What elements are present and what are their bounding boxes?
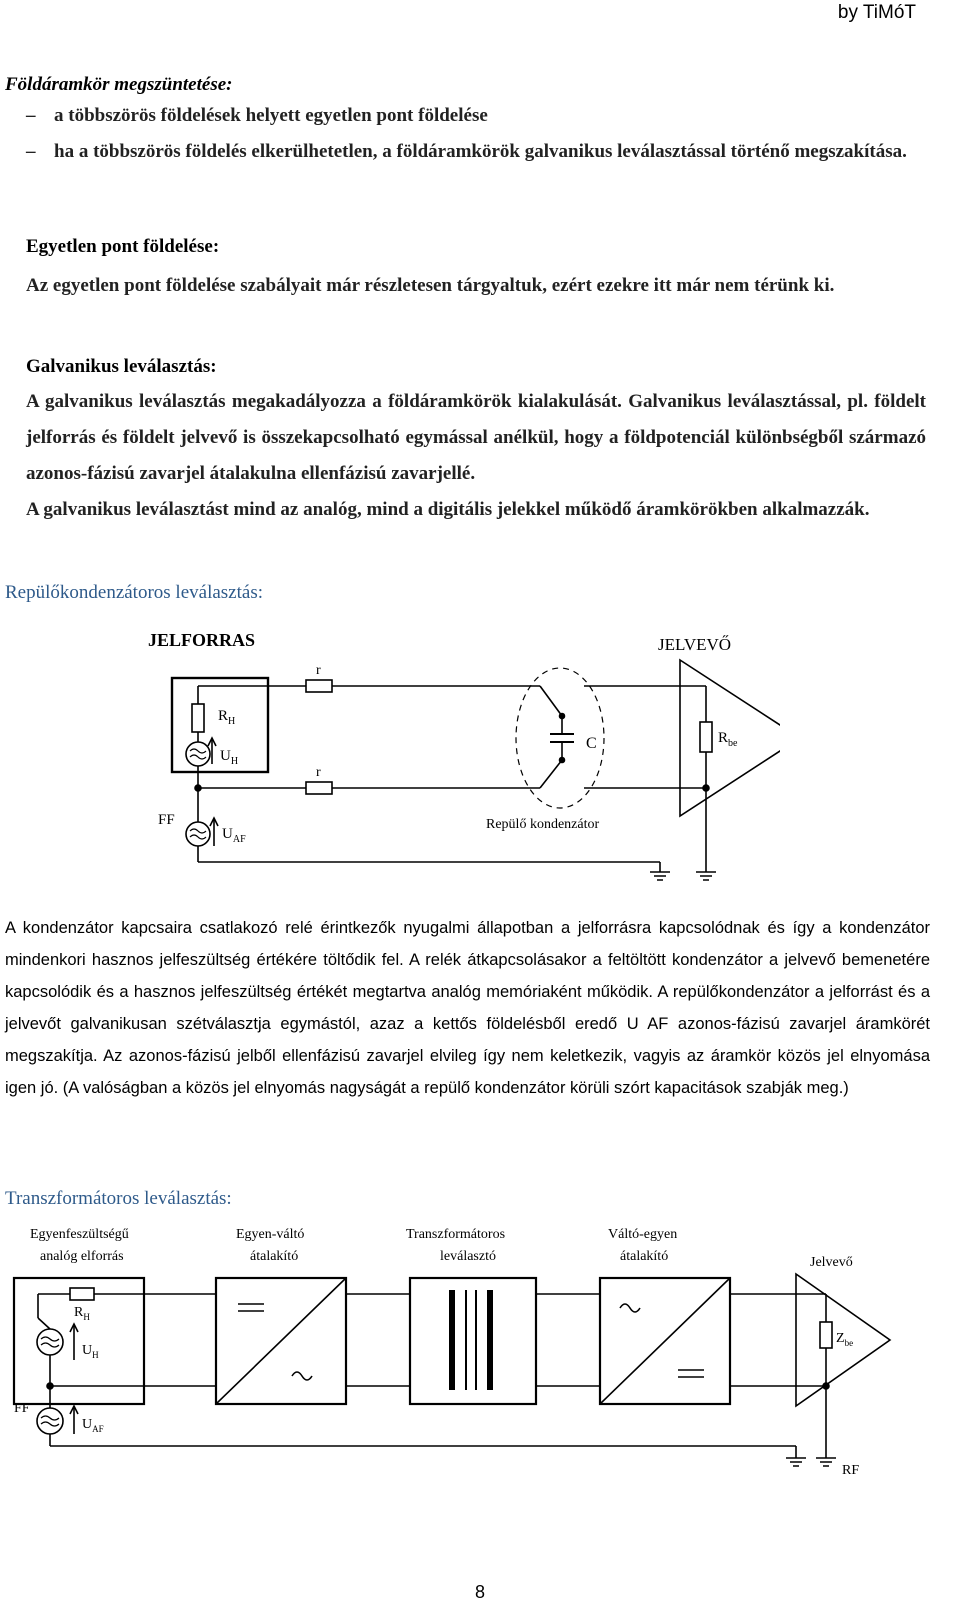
block-diagonal bbox=[216, 1278, 346, 1404]
resistor-rh bbox=[70, 1288, 94, 1300]
block-transformer bbox=[410, 1278, 536, 1404]
bullet-text: ha a többszörös földelés elkerülhetetlen, a földáramkörök galvanikus leválasztással történő megszakítása. bbox=[54, 141, 907, 162]
block1-label-1: Egyenfeszültségű bbox=[30, 1227, 129, 1242]
flying-cap-caption: Repülő kondenzátor bbox=[486, 817, 600, 832]
block2-label-1: Egyen-váltó bbox=[236, 1227, 305, 1242]
block-diagonal bbox=[600, 1278, 730, 1404]
resistor-rbe bbox=[700, 722, 712, 752]
galvanic-title: Galvanikus leválasztás: bbox=[26, 356, 217, 377]
impedance-zbe bbox=[820, 1322, 832, 1348]
block3-label-2: leválasztó bbox=[440, 1249, 496, 1264]
page-number: 8 bbox=[474, 1582, 485, 1602]
ground-symbol bbox=[696, 872, 716, 880]
ff-label: FF bbox=[14, 1401, 30, 1416]
dc-glyph bbox=[238, 1304, 264, 1311]
voltage-source-uh bbox=[37, 1329, 63, 1355]
section-title-ground-loop: Földáramkör megszüntetése: bbox=[5, 74, 233, 95]
wire bbox=[38, 1318, 50, 1329]
ac-glyph bbox=[41, 1337, 59, 1347]
flying-capacitor-diagram bbox=[140, 620, 780, 900]
bullet-item-single-point bbox=[26, 98, 934, 134]
single-point-title: Egyetlen pont földelése: bbox=[26, 236, 220, 257]
resistor-rh bbox=[192, 704, 204, 732]
resistor-r-top bbox=[306, 680, 332, 692]
voltage-source-uaf bbox=[37, 1408, 63, 1434]
rf-label: RF bbox=[842, 1463, 860, 1478]
receiver-label: JELVEVŐ bbox=[658, 635, 732, 654]
block2-label-2: átalakító bbox=[250, 1249, 299, 1264]
galvanic-text-1: A galvanikus leválasztás megakadályozza a földáramkörök kialakulását. Galvanikus leválasztással, pl. földelt jelforrás és földelt jelvevő is összekapcsolható egymással anélkül, hogy a földpotenciál különbségből származó azonos-fázisú zavarjel átalakulna ellenfázisú zavarjellé. bbox=[26, 391, 926, 484]
relay-switch-top bbox=[540, 686, 562, 716]
uh-label: $U_H$ bbox=[220, 748, 239, 767]
uh-label: $U_H$ bbox=[82, 1343, 99, 1360]
uaf-label: $U_{AF}$ bbox=[82, 1417, 104, 1434]
flying-cap-paragraph: A kondenzátor kapcsaira csatlakozó relé érintkezők nyugalmi állapotban a jelforrásra kapcsolódnak és így a kondenzátor mindenkori hasznos jelfeszültség értékére töltődik fel. A relék átkapcsolásakor a feltöltött kondenzátor a jelvevő bemenetére kapcsolódik és a hasznos jelfeszültség értékét megtartva analóg memóriaként működik. A repülőkondenzátor a jelforrást és a jelvevőt galvanikusan szétválasztja egymástól, azaz a kettős földelésből eredő U AF azonos-fázisú zavarjel áramkörét megszakítja. Az azonos-fázisú jelből ellenfázisú zavarjel elvileg így nem keletkezik, vagyis az áramkör közös jel elnyomása igen jó. (A valóságban a közös jel elnyomás nagyságát a repülő kondenzátor körüli szórt kapacitások szabják meg.) bbox=[5, 919, 930, 1097]
galvanic-text-2: A galvanikus leválasztást mind az analóg, mind a digitális jelekkel működő áramkörökben alkalmazzák. bbox=[26, 499, 870, 520]
rbe-label: $R_{be}$ bbox=[718, 730, 738, 749]
block-source bbox=[14, 1278, 144, 1404]
block4-label-2: átalakító bbox=[620, 1249, 669, 1264]
source-label: JELFORRAS bbox=[148, 630, 256, 650]
cap-label: C bbox=[586, 735, 597, 752]
bullet-item-galvanic bbox=[26, 134, 934, 170]
ac-glyph bbox=[190, 749, 206, 759]
ac-glyph bbox=[190, 829, 206, 839]
transformer-heading: Transzformátoros leválasztás: bbox=[5, 1188, 232, 1209]
dc-glyph bbox=[678, 1370, 704, 1377]
block1-label-2: analóg elforrás bbox=[40, 1249, 124, 1264]
transformer-isolation-diagram bbox=[10, 1218, 910, 1492]
ground-symbol bbox=[816, 1458, 836, 1466]
dash-marker: – bbox=[26, 105, 36, 126]
voltage-source-uh bbox=[186, 742, 210, 766]
r-top-label: r bbox=[316, 663, 321, 678]
zbe-label: $Z_{be}$ bbox=[836, 1331, 854, 1348]
ground-symbol bbox=[786, 1458, 806, 1466]
r-bottom-label: r bbox=[316, 765, 321, 780]
ac-glyph bbox=[620, 1304, 640, 1312]
resistor-r-bottom bbox=[306, 782, 332, 794]
ff-label: FF bbox=[158, 812, 175, 828]
voltage-source-uaf bbox=[186, 822, 210, 846]
bullet-text: a többszörös földelések helyett egyetlen pont földelése bbox=[54, 105, 488, 126]
flying-cap-heading: Repülőkondenzátoros leválasztás: bbox=[5, 582, 264, 603]
ac-glyph bbox=[292, 1372, 312, 1380]
ac-glyph bbox=[41, 1416, 59, 1426]
rh-label: $R_H$ bbox=[74, 1305, 90, 1322]
block3-label-1: Transzformátoros bbox=[406, 1227, 506, 1242]
single-point-text: Az egyetlen pont földelése szabályait már részletesen tárgyaltuk, ezért ezekre itt már nem térünk ki. bbox=[26, 275, 835, 296]
author-credit: by TiMóT bbox=[837, 2, 916, 23]
uaf-label: $U_{AF}$ bbox=[222, 826, 246, 845]
block5-label: Jelvevő bbox=[810, 1255, 853, 1270]
block4-label-1: Váltó-egyen bbox=[608, 1227, 678, 1242]
ground-symbol bbox=[650, 872, 670, 880]
relay-switch-bottom bbox=[540, 760, 562, 788]
rh-label: $R_H$ bbox=[218, 708, 236, 727]
dash-marker: – bbox=[26, 141, 36, 162]
